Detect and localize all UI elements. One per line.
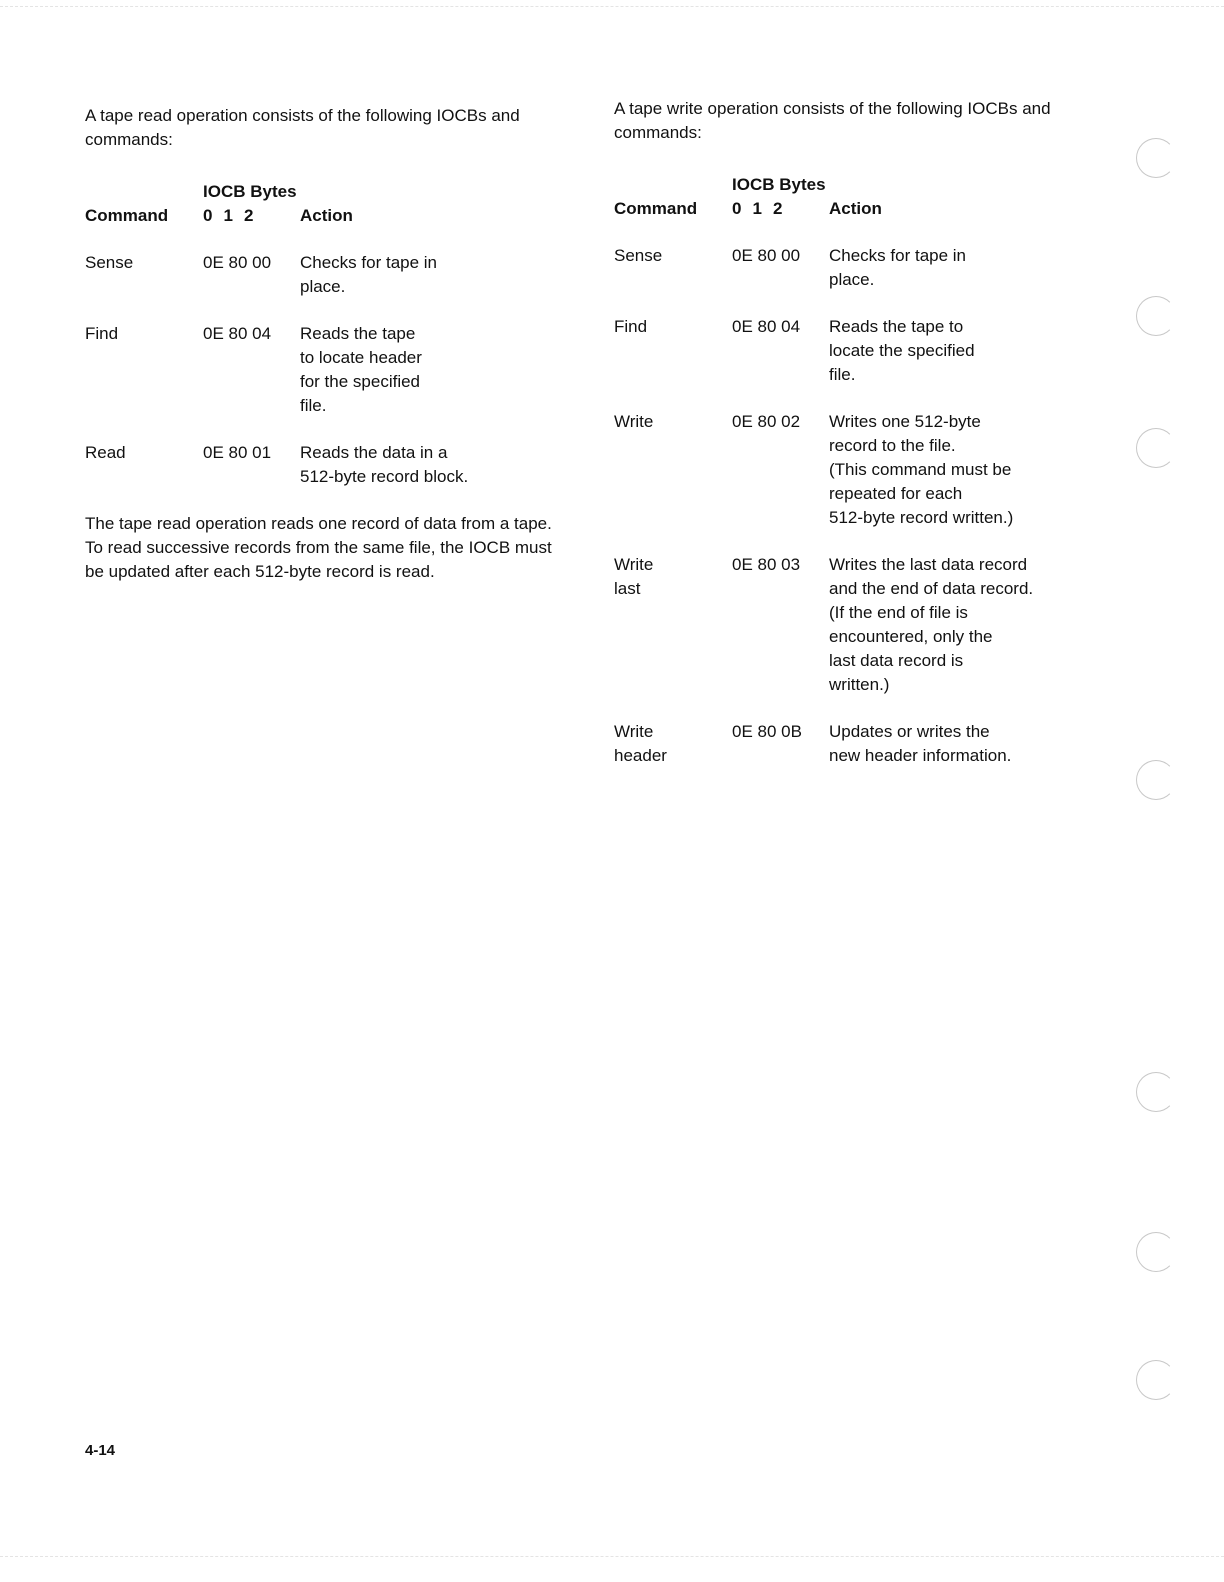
table-row [614, 553, 1094, 697]
command-cell: Find [85, 324, 119, 343]
write-intro: A tape write operation consists of the following IOCBs and commands: [614, 99, 1051, 142]
byte-0-heading: 0 [732, 199, 742, 218]
action-cell: Reads the tape to locate header for the specified file. [300, 324, 422, 415]
action-cell: Writes the last data record and the end of data record. (If the end of file is encountered, only the last data record is written.) [829, 555, 1034, 694]
read-command-table [85, 180, 565, 489]
command-cell: Sense [614, 246, 663, 265]
punch-hole-mark [1136, 296, 1176, 336]
table-row [614, 315, 1094, 387]
action-cell: Reads the data in a 512-byte record block. [300, 443, 469, 486]
read-table-rows [85, 251, 565, 489]
read-table-header [85, 180, 565, 228]
table-row [614, 410, 1094, 530]
command-heading: Command [85, 206, 169, 225]
write-command-table [614, 173, 1094, 768]
read-explanation: The tape read operation reads one record of data from a tape. To read successive records from the same file, the IOCB must be updated after each 512-byte record is read. [85, 514, 552, 581]
table-row [614, 720, 1094, 768]
table-row [85, 251, 565, 299]
byte-index-heading [203, 204, 264, 228]
command-cell: Write [614, 412, 654, 431]
punch-hole-mark [1136, 1360, 1176, 1400]
action-heading: Action [300, 206, 353, 225]
punch-hole-mark [1136, 1232, 1176, 1272]
command-cell: Read [85, 443, 126, 462]
punch-hole-mark [1136, 138, 1176, 178]
iocb-bytes-cell: 0E 80 04 [732, 317, 801, 336]
action-heading: Action [829, 199, 882, 218]
write-table-rows [614, 244, 1094, 768]
byte-2-heading: 2 [243, 206, 254, 225]
action-cell: Checks for tape in place. [300, 253, 438, 296]
iocb-bytes-heading: IOCB Bytes [203, 182, 297, 201]
byte-2-heading: 2 [772, 199, 783, 218]
byte-1-heading: 1 [223, 206, 233, 225]
scan-bottom-edge [0, 1556, 1224, 1558]
tape-write-section [614, 97, 1094, 768]
action-cell: Writes one 512-byte record to the file. (This command must be repeated for each 512-byte record written.) [829, 412, 1014, 527]
iocb-bytes-cell: 0E 80 04 [203, 324, 272, 343]
byte-index-heading [732, 197, 793, 221]
punch-hole-mark [1136, 760, 1176, 800]
byte-0-heading: 0 [203, 206, 213, 225]
action-cell: Reads the tape to locate the specified file. [829, 317, 975, 384]
command-cell: Sense [85, 253, 134, 272]
command-cell: Write last [614, 555, 654, 598]
tape-read-section [85, 104, 565, 584]
action-cell: Updates or writes the new header information. [829, 722, 1012, 765]
iocb-bytes-cell: 0E 80 02 [732, 412, 801, 431]
iocb-bytes-cell: 0E 80 01 [203, 443, 272, 462]
iocb-bytes-heading: IOCB Bytes [732, 175, 826, 194]
iocb-bytes-cell: 0E 80 00 [203, 253, 272, 272]
punch-hole-mark [1136, 1072, 1176, 1112]
write-table-header [614, 173, 1094, 221]
table-row [85, 441, 565, 489]
action-cell: Checks for tape in place. [829, 246, 967, 289]
punch-hole-mark [1136, 428, 1176, 468]
scan-top-edge [0, 0, 1224, 7]
byte-1-heading: 1 [752, 199, 762, 218]
table-row [85, 322, 565, 418]
table-row [614, 244, 1094, 292]
read-intro: A tape read operation consists of the following IOCBs and commands: [85, 106, 520, 149]
iocb-bytes-cell: 0E 80 00 [732, 246, 801, 265]
command-heading: Command [614, 199, 698, 218]
iocb-bytes-cell: 0E 80 03 [732, 555, 801, 574]
page-number: 4-14 [85, 1442, 116, 1459]
command-cell: Write header [614, 722, 667, 765]
command-cell: Find [614, 317, 648, 336]
iocb-bytes-cell: 0E 80 0B [732, 722, 802, 741]
